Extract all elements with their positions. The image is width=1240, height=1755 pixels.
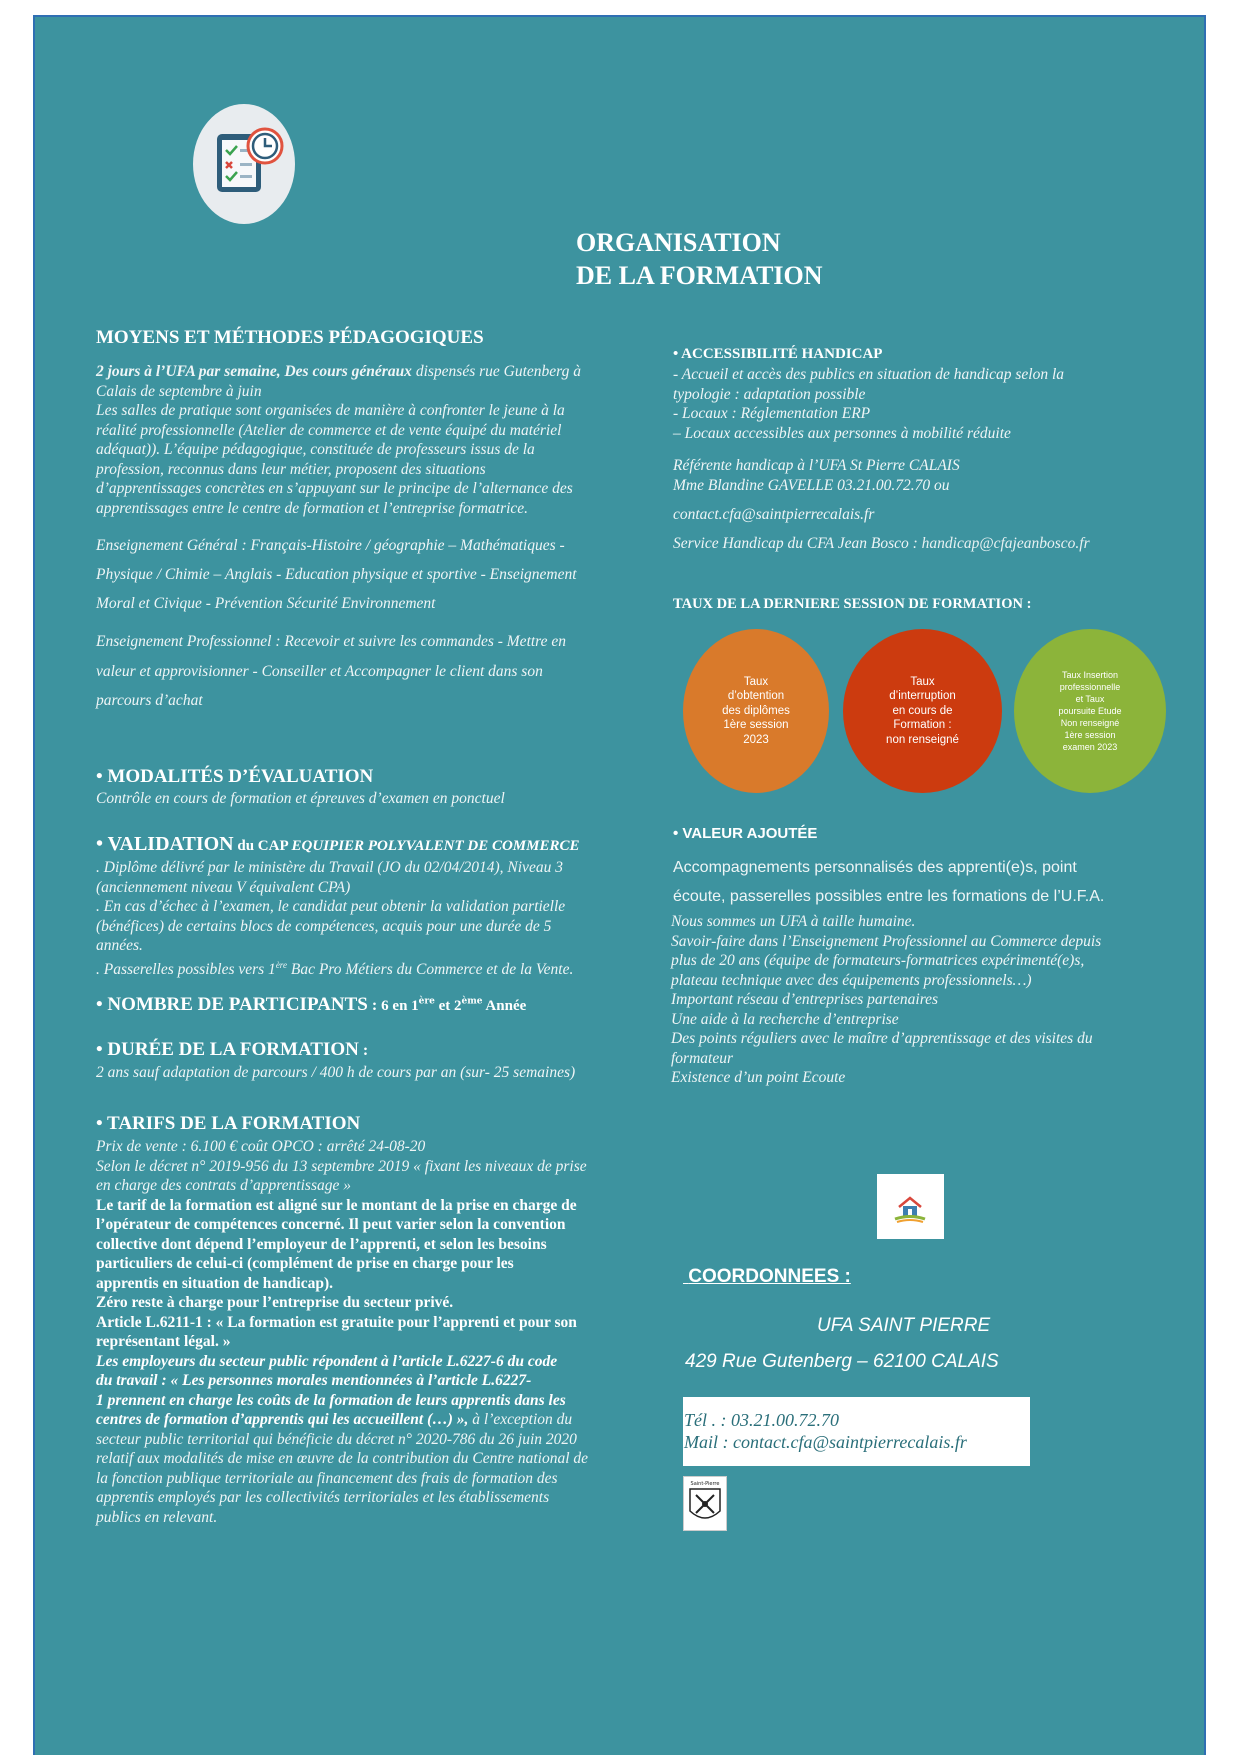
- validation-heading-diploma: EQUIPIER POLYVALENT DE COMMERCE: [291, 838, 580, 854]
- valeur-intro-line: Accompagnements personnalisés des apprenti(e)s, point: [673, 859, 1077, 876]
- tarifs-bold-line: Article L.6211-1 : « La formation est gratuite pour l’apprenti et pour son: [96, 1313, 577, 1331]
- participants-title: • NOMBRE DE PARTICIPANTS: [96, 994, 368, 1015]
- contact-details: [684, 1409, 967, 1453]
- handicap-email-link[interactable]: handicap@cfajeanbosco.fr: [921, 535, 1090, 552]
- coordonnees-title: COORDONNEES :: [688, 1266, 851, 1287]
- circle-text: et Taux: [1075, 694, 1105, 704]
- crest-label: Saint-Pierre: [690, 1481, 720, 1487]
- circle-text: 1ère session: [723, 719, 789, 732]
- valeur-line: Existence d’un point Ecoute: [671, 1069, 846, 1086]
- phone-text: Tél . : 03.21.00.72.70: [684, 1410, 839, 1430]
- taux-obtention-circle: [683, 629, 829, 793]
- modalites-text: Contrôle en cours de formation et épreuves d’examen en ponctuel: [96, 790, 505, 807]
- circle-text: des diplômes: [722, 704, 790, 717]
- moyens-intro-line2: Calais de septembre à juin: [96, 382, 262, 400]
- tarifs-heading: • TARIFS DE LA FORMATION: [96, 1113, 361, 1134]
- taux-insertion-circle: [1014, 629, 1166, 793]
- moyens-text: [96, 362, 581, 518]
- participants-heading: [96, 994, 526, 1016]
- participants-a: 6 en 1: [381, 998, 419, 1014]
- validation-heading: [96, 833, 580, 856]
- validation-line: (bénéfices) de certains blocs de compétences, acquis pour une durée de 5: [96, 917, 552, 935]
- valeur-line: plateau technique avec des équipements professionnels…): [671, 971, 1032, 989]
- ufa-name: UFA SAINT PIERRE: [817, 1315, 991, 1336]
- access-line: – Locaux accessibles aux personnes à mobilité réduite: [673, 424, 1011, 442]
- validation-line: années.: [96, 937, 143, 954]
- moyens-para-line: apprentissages entre le centre de formation et l’entreprise formatrice.: [96, 499, 529, 517]
- access-line: typologie : adaptation possible: [673, 385, 866, 403]
- tarifs-line: Prix de vente : 6.100 € coût OPCO : arrêté 24-08-20: [96, 1138, 426, 1155]
- tarifs-bi-line: 1 prennent en charge les coûts de la formation de leurs apprentis dans les: [96, 1391, 566, 1409]
- address-text: 429 Rue Gutenberg – 62100 CALAIS: [685, 1351, 999, 1372]
- mail-link[interactable]: Mail : contact.cfa@saintpierrecalais.fr: [684, 1432, 967, 1452]
- moyens-para-line: profession, reconnus dans leur métier, proposent des situations: [96, 460, 486, 478]
- tarifs-bi-line: Les employeurs du secteur public répondent à l’article L.6227-6 du code: [96, 1352, 558, 1370]
- coordonnees-heading: [683, 1266, 851, 1288]
- tarifs-bi-line: du travail : « Les personnes morales mentionnées à l’article L.6227-: [96, 1372, 532, 1389]
- title-line-2: DE LA FORMATION: [576, 261, 823, 290]
- validation-text: [96, 858, 573, 979]
- tarifs-bold-line: représentant légal. »: [96, 1333, 231, 1350]
- validation-line: . Diplôme délivré par le ministère du Travail (JO du 02/04/2014), Niveau 3: [96, 859, 563, 876]
- house-logo-icon: [877, 1174, 944, 1239]
- ep-line: Enseignement Professionnel : Recevoir et suivre les commandes - Mettre en: [96, 633, 567, 650]
- tarifs-rest-line: apprentis employés par les collectivités territoriales et les établissements: [96, 1489, 550, 1506]
- valeur-line: Nous sommes un UFA à taille humaine.: [671, 913, 916, 930]
- passerelles-text: . Passerelles possibles vers 1: [96, 960, 276, 978]
- ep-line: valeur et approvisionner - Conseiller et Accompagner le client dans son: [96, 662, 543, 680]
- circle-text: Taux Insertion: [1061, 670, 1118, 680]
- moyens-para-line: adéquat)). L’équipe pédagogique, constituée de professeurs issus de la: [96, 441, 535, 458]
- circle-text: Taux: [910, 675, 935, 688]
- access-line: - Locaux : Réglementation ERP: [673, 405, 871, 422]
- circle-text: Taux: [743, 675, 769, 688]
- circle-text: d’interruption: [889, 690, 956, 703]
- valeur-intro: [673, 853, 1104, 911]
- valeur-line: Des points réguliers avec le maître d’apprentissage et des visites du: [671, 1030, 1093, 1047]
- service-handicap-label: Service Handicap du CFA Jean Bosco :: [673, 535, 922, 552]
- referent-line-2: Mme Blandine GAVELLE 03.21.00.72.70 ou: [673, 476, 950, 494]
- validation-heading-cap: du CAP: [233, 838, 292, 854]
- passerelles-sup: ère: [275, 959, 287, 970]
- contact-email-link[interactable]: contact.cfa@saintpierrecalais.fr: [673, 506, 875, 523]
- enseignement-professionnel: [96, 627, 566, 716]
- duree-title: • DURÉE DE LA FORMATION: [96, 1039, 359, 1060]
- referent-handicap: [673, 456, 960, 495]
- eg-line: Physique / Chimie – Anglais - Education physique et sportive - Enseignement: [96, 566, 577, 583]
- tarifs-rest-line: la fonction publique territoriale au financement des frais de formation des: [96, 1469, 558, 1487]
- participants-c: Année: [482, 998, 527, 1014]
- moyens-intro-rest: dispensés rue Gutenberg à: [411, 363, 581, 380]
- circle-text: 2023: [743, 733, 769, 746]
- service-handicap: [673, 534, 1090, 554]
- checklist-clock-icon: [193, 104, 295, 224]
- eg-line: Enseignement Général : Français-Histoire / géographie – Mathématiques -: [96, 537, 565, 554]
- passerelles-text-end: Bac Pro Métiers du Commerce et de la Vente.: [286, 960, 574, 978]
- referent-line-1: Référente handicap à l’UFA St Pierre CALAIS: [673, 457, 960, 474]
- validation-heading-main: • VALIDATION: [96, 833, 234, 855]
- valeur-line: Une aide à la recherche d’entreprise: [671, 1010, 899, 1028]
- tarifs-rest-line: secteur public territorial qui bénéficie du décret n° 2020-786 du 26 juin 2020: [96, 1430, 577, 1448]
- access-text: [673, 365, 1064, 443]
- valeur-list: [671, 912, 1101, 1088]
- taux-interruption-circle: [843, 629, 1002, 793]
- tarifs-bi-last: centres de formation d’apprentis qui les accueillent (…) »,: [96, 1411, 469, 1428]
- moyens-heading: MOYENS ET MÉTHODES PÉDAGOGIQUES: [96, 327, 484, 348]
- tarifs-line: en charge des contrats d’apprentissage »: [96, 1177, 351, 1194]
- participants-colon: :: [367, 997, 382, 1014]
- circle-text: examen 2023: [1062, 742, 1118, 752]
- tarifs-bi-last-rest: à l’exception du: [468, 1411, 573, 1428]
- valeur-heading: • VALEUR AJOUTÉE: [673, 825, 818, 842]
- tarifs-text: [96, 1137, 588, 1527]
- moyens-para-line: réalité professionnelle (Atelier de commerce et de vente équipé du matériel: [96, 421, 562, 439]
- circle-text: Non renseigné: [1060, 718, 1120, 728]
- tarifs-line: Selon le décret n° 2019-956 du 13 septembre 2019 « fixant les niveaux de prise: [96, 1157, 587, 1175]
- page-title: [576, 226, 823, 292]
- validation-line: . En cas d’échec à l’examen, le candidat peut obtenir la validation partielle: [96, 898, 566, 915]
- valeur-line: formateur: [671, 1049, 733, 1067]
- ep-line: parcours d’achat: [96, 692, 203, 709]
- validation-line: (anciennement niveau V équivalent CPA): [96, 878, 351, 896]
- tarifs-rest-line: relatif aux modalités de mise en œuvre de la contribution du Centre national de: [96, 1450, 589, 1467]
- taux-heading: TAUX DE LA DERNIERE SESSION DE FORMATION :: [673, 596, 1032, 612]
- circle-text: Formation :: [893, 719, 952, 732]
- tarifs-bold-line: apprentis en situation de handicap).: [96, 1274, 334, 1292]
- valeur-intro-line: écoute, passerelles possibles entre les formations de l’U.F.A.: [673, 888, 1105, 905]
- tarifs-bold-line: Zéro reste à charge pour l’entreprise du secteur privé.: [96, 1294, 454, 1311]
- access-line: - Accueil et accès des publics en situation de handicap selon la: [673, 366, 1064, 383]
- access-heading: • ACCESSIBILITÉ HANDICAP: [673, 346, 883, 362]
- circle-text: non renseigné: [886, 733, 959, 746]
- duree-heading: [96, 1039, 368, 1061]
- tarifs-bold-line: particuliers de celui-ci (complément de prise en charge pour les: [96, 1255, 514, 1272]
- participants-sup2: ème: [461, 996, 483, 1007]
- circle-text: professionnelle: [1059, 682, 1121, 692]
- enseignement-general: [96, 531, 577, 618]
- modalites-heading: • MODALITÉS D’ÉVALUATION: [96, 766, 374, 787]
- tarifs-bold-line: l’opérateur de compétences concerné. Il peut varier selon la convention: [96, 1216, 566, 1233]
- crest-logo-icon: [683, 1476, 727, 1531]
- title-line-1: ORGANISATION: [576, 228, 781, 257]
- circle-text: d’obtention: [727, 690, 785, 703]
- valeur-line: Savoir-faire dans l’Enseignement Professionnel au Commerce depuis: [671, 932, 1102, 950]
- valeur-line: plus de 20 ans (équipe de formateurs-formatrices expérimenté(e)s,: [671, 952, 1085, 969]
- participants-sup1: ère: [418, 996, 435, 1007]
- tarifs-rest-line: publics en relevant.: [96, 1508, 218, 1526]
- tarifs-bold-line: Le tarif de la formation est aligné sur le montant de la prise en charge de: [96, 1196, 577, 1214]
- valeur-line: Important réseau d’entreprises partenaires: [671, 991, 939, 1008]
- duree-colon: :: [358, 1042, 369, 1059]
- tarifs-bold-line: collective dont dépend l’employeur de l’apprenti, et selon les besoins: [96, 1235, 547, 1253]
- circle-text: 1ère session: [1064, 730, 1116, 740]
- moyens-para-line: d’apprentissages concrètes en s’appuyant sur le principe de l’alternance des: [96, 480, 573, 497]
- eg-line: Moral et Civique - Prévention Sécurité Environnement: [96, 595, 436, 612]
- moyens-bold-intro: 2 jours à l’UFA par semaine, Des cours généraux: [96, 363, 412, 380]
- duree-text: 2 ans sauf adaptation de parcours / 400 h de cours par an (sur- 25 semaines): [96, 1064, 576, 1081]
- circle-text: en cours de: [892, 704, 953, 717]
- circle-text: poursuite Etude: [1058, 706, 1122, 716]
- participants-b: et 2: [434, 998, 462, 1014]
- moyens-para-line: Les salles de pratique sont organisées de manière à confronter le jeune à la: [96, 402, 565, 419]
